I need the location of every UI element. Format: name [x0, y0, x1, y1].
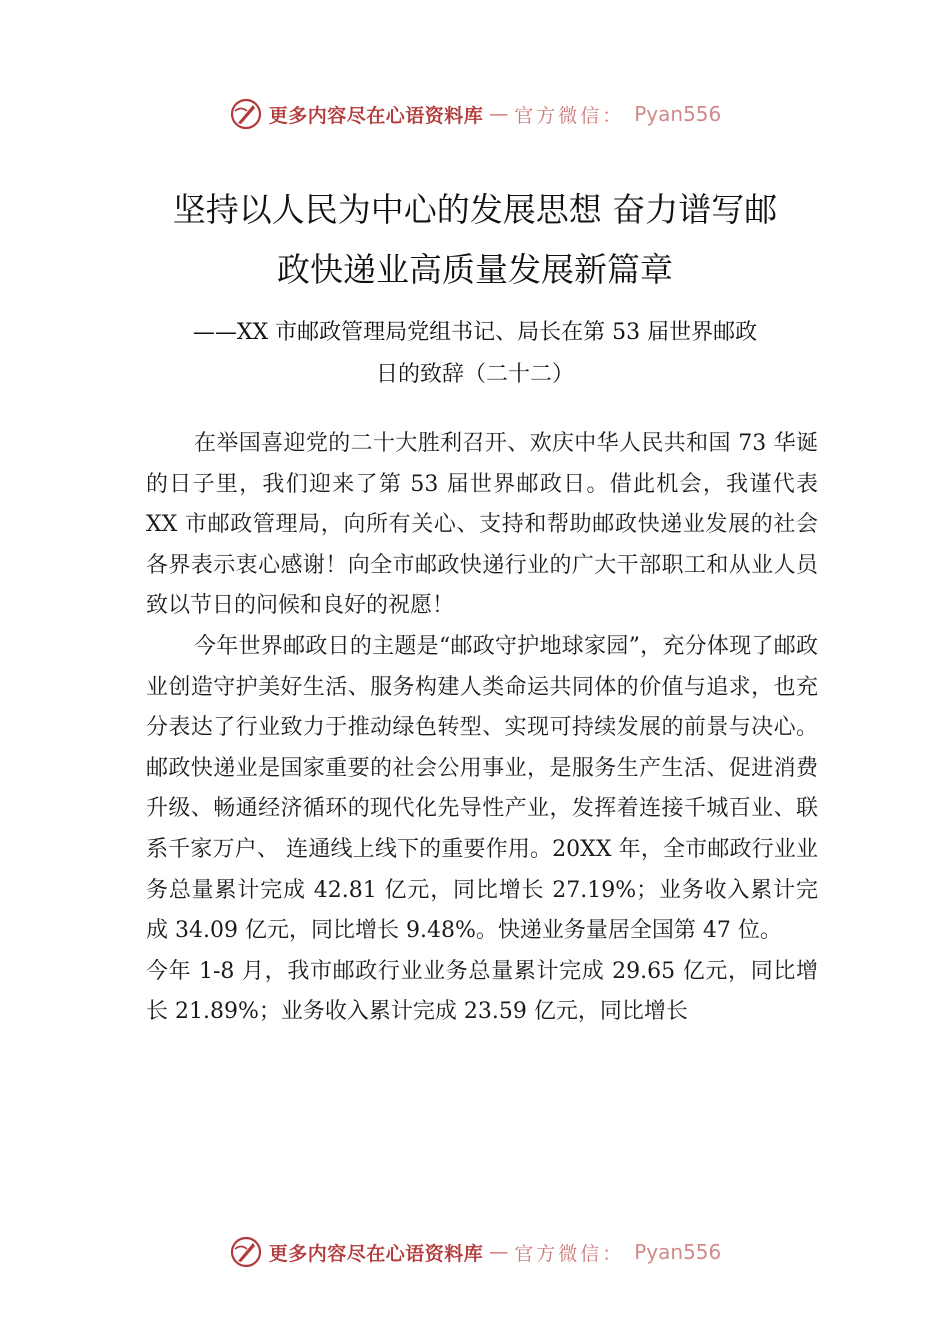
banner-wechat-label: 官方微信： — [514, 104, 625, 127]
subtitle-line-1: ——XX 市邮政管理局党组书记、局长在第 53 届世界邮政 — [192, 320, 758, 345]
quill-logo-icon — [229, 1235, 263, 1269]
footer-banner — [0, 1232, 950, 1272]
banner-site-text: 更多内容尽在心语资料库 — [268, 104, 484, 127]
header-banner — [0, 94, 950, 134]
paragraph-2: 今年世界邮政日的主题是“邮政守护地球家园”，充分体现了邮政业创造守护美好生活、服务构建人类命运共同体的价值与追求，也充分表达了行业致力于推动绿色转型、实现可持续发展的前景与决心。邮政快递业是国家重要的社会公用事业，是服务生产生活、促进消费升级、畅通经济循环的现代化先导性产业，发挥着连接千城百业、联系千家万户、 连通线上线下的重要作用。20XX 年，全市邮政行业业务总量累计完成 42.81 亿元，同比增长 27.19%；业务收入累计完成 34.09 亿元，同比增长 9.48%。快递业务量居全国第 47 位。 — [146, 633, 818, 944]
banner-dash: — — [489, 1241, 509, 1263]
document-subtitle — [130, 312, 820, 396]
title-line-2: 政快递业高质量发展新篇章 — [277, 250, 673, 289]
quill-logo-icon — [229, 97, 263, 131]
paragraph-1: 在举国喜迎党的二十大胜利召开、欢庆中华人民共和国 73 华诞的日子里，我们迎来了第 53 届世界邮政日。借此机会，我谨代表 XX 市邮政管理局，向所有关心、支持和帮助邮政快递业发展的社会各界表示衷心感谢！向全市邮政快递行业的广大干部职工和从业人员致以节日的问候和良好的祝愿！ — [146, 431, 818, 619]
banner-wechat-id: Pyan556 — [634, 1240, 722, 1264]
document-body — [146, 424, 818, 1033]
banner-site-text: 更多内容尽在心语资料库 — [268, 1242, 484, 1265]
banner-wechat-label: 官方微信： — [514, 1242, 625, 1265]
banner-dash: — — [489, 103, 509, 125]
banner-wechat-id: Pyan556 — [634, 102, 722, 126]
paragraph-3: 今年 1-8 月，我市邮政行业业务总量累计完成 29.65 亿元，同比增长 21.89%；业务收入累计完成 23.59 亿元，同比增长 — [146, 958, 818, 1025]
document-title — [120, 180, 830, 300]
title-line-1: 坚持以人民为中心的发展思想 奋力谱写邮 — [172, 190, 778, 229]
subtitle-line-2: 日的致辞（二十二） — [375, 362, 574, 387]
